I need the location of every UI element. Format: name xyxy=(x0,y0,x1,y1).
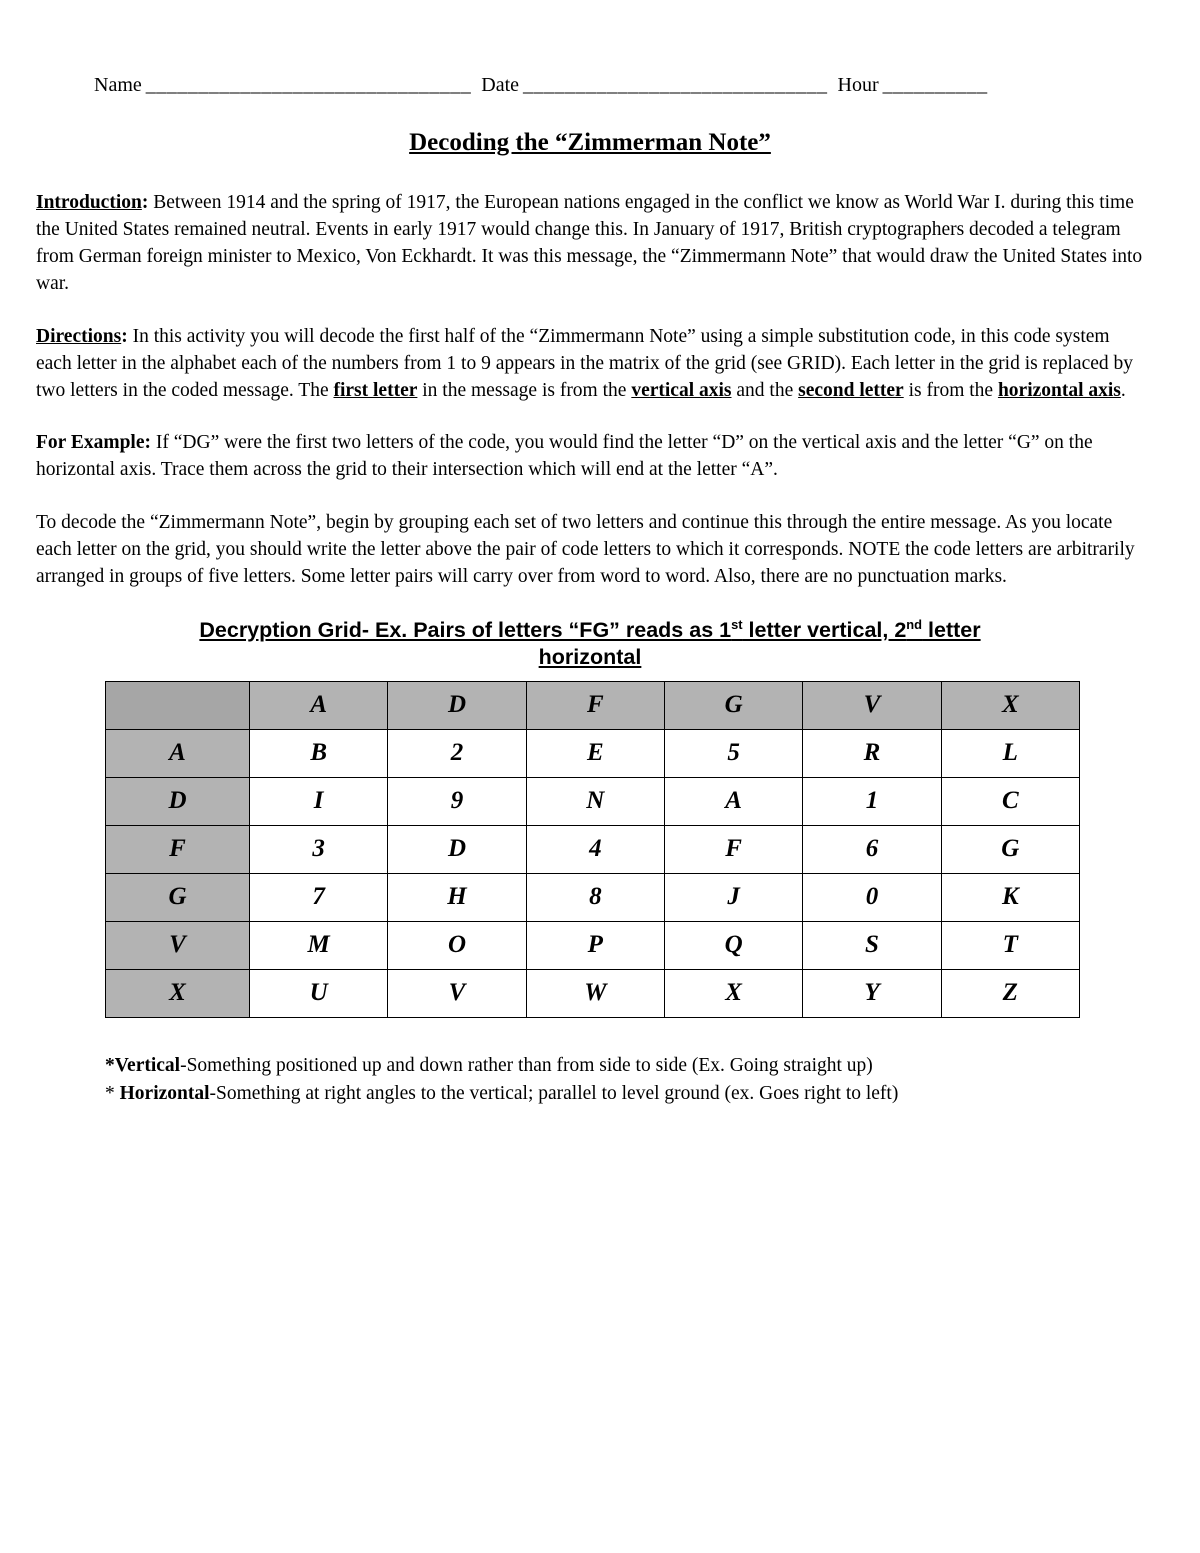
introduction-paragraph: Introduction: Between 1914 and the spring of 1917, the European nations engaged in the conflict we know as World War I. during this time the United States remained neutral. Events in early 1917 would change this. In January of 1917, British cryptographers decoded a telegram from German foreign minister to Mexico, Von Eckhardt. It was this message, the “Zimmermann Note” that would draw the United States into war. xyxy=(36,192,1143,294)
grid-cell: V xyxy=(388,969,526,1017)
grid-row xyxy=(106,921,1080,969)
grid-cell: M xyxy=(250,921,388,969)
name-date-hour-line xyxy=(94,72,1144,100)
definitions-footnotes xyxy=(105,1052,1144,1109)
grid-cell: Q xyxy=(664,921,802,969)
grid-cell: 4 xyxy=(526,825,664,873)
decryption-grid-heading xyxy=(36,617,1144,671)
grid-row-header: X xyxy=(106,969,250,1017)
hour-label: Hour xyxy=(837,74,879,96)
page-title-text: Decoding the “Zimmerman Note” xyxy=(409,128,771,156)
grid-col-header: D xyxy=(388,681,526,729)
grid-cell: W xyxy=(526,969,664,1017)
horizontal-definition-label: Horizontal xyxy=(119,1082,210,1104)
horizontal-definition: * Horizontal-Something at right angles to the vertical; parallel to level ground (ex. Goes right to left) xyxy=(105,1082,899,1104)
grid-cell: Z xyxy=(941,969,1079,1017)
first-letter-emphasis: first letter xyxy=(333,379,418,401)
grid-cell: G xyxy=(941,825,1079,873)
grid-cell: 7 xyxy=(250,873,388,921)
grid-cell: X xyxy=(664,969,802,1017)
ordinal-nd: nd xyxy=(906,616,923,632)
grid-cell: 5 xyxy=(664,729,802,777)
grid-cell: 6 xyxy=(803,825,941,873)
date-label: Date xyxy=(481,74,520,96)
date-blank-line: _____________________________ xyxy=(523,74,828,96)
vertical-definition-label: *Vertical xyxy=(105,1054,181,1076)
grid-row xyxy=(106,873,1080,921)
grid-cell: 9 xyxy=(388,777,526,825)
second-letter-emphasis: second letter xyxy=(798,379,904,401)
grid-cell: F xyxy=(664,825,802,873)
introduction-label: Introduction xyxy=(36,192,142,214)
directions-label: Directions xyxy=(36,325,122,347)
grid-row xyxy=(106,777,1080,825)
grid-col-header: X xyxy=(941,681,1079,729)
grid-cell: R xyxy=(803,729,941,777)
grid-col-header: A xyxy=(250,681,388,729)
decryption-grid-table xyxy=(105,681,1080,1018)
grid-cell: L xyxy=(941,729,1079,777)
grid-cell: I xyxy=(250,777,388,825)
grid-cell: T xyxy=(941,921,1079,969)
grid-cell: K xyxy=(941,873,1079,921)
grid-row xyxy=(106,825,1080,873)
decode-instructions-paragraph: To decode the “Zimmermann Note”, begin by grouping each set of two letters and continue this through the entire message. As you locate each letter on the grid, you should write the letter above the pair of code letters to which it corresponds. NOTE the code letters are arbitrarily arranged in groups of five letters. Some letter pairs will carry over from word to word. Also, there are no punctuation marks. xyxy=(36,512,1135,588)
grid-cell: H xyxy=(388,873,526,921)
grid-cell: O xyxy=(388,921,526,969)
grid-row-header: G xyxy=(106,873,250,921)
grid-cell: C xyxy=(941,777,1079,825)
grid-col-header: V xyxy=(803,681,941,729)
grid-row-header: V xyxy=(106,921,250,969)
grid-row-header: D xyxy=(106,777,250,825)
ordinal-st: st xyxy=(731,616,743,632)
grid-cell: 1 xyxy=(803,777,941,825)
grid-cell: D xyxy=(388,825,526,873)
grid-col-header: G xyxy=(664,681,802,729)
hour-blank-line: __________ xyxy=(882,74,988,96)
grid-cell: 0 xyxy=(803,873,941,921)
directions-paragraph: Directions: In this activity you will decode the first half of the “Zimmermann Note” using a simple substitution code, in this code system each letter in the alphabet each of the numbers from 1 to 9 appears in the matrix of the grid (see GRID). Each letter in the grid is replaced by two letters in the coded message. The first letter in the message is from the vertical axis and the second letter is from the horizontal axis. xyxy=(36,325,1134,401)
grid-row-header: A xyxy=(106,729,250,777)
grid-row xyxy=(106,729,1080,777)
decryption-grid-heading-text: Decryption Grid- Ex. Pairs of letters “FG” reads as 1st letter vertical, 2nd letter horizontal xyxy=(199,616,981,669)
grid-cell: B xyxy=(250,729,388,777)
grid-cell: Y xyxy=(803,969,941,1017)
grid-cell: 3 xyxy=(250,825,388,873)
introduction-text: Between 1914 and the spring of 1917, the European nations engaged in the conflict we know as World War I. during this time the United States remained neutral. Events in early 1917 would change this. In January of 1917, British cryptographers decoded a telegram from German foreign minister to Mexico, Von Eckhardt. It was this message, the “Zimmermann Note” that would draw the United States into war. xyxy=(36,192,1143,294)
grid-cell: 8 xyxy=(526,873,664,921)
example-text: If “DG” were the first two letters of the code, you would find the letter “D” on the vertical axis and the letter “G” on the horizontal axis. Trace them across the grid to their intersection which will end at the letter “A”. xyxy=(36,432,1093,481)
grid-cell: E xyxy=(526,729,664,777)
grid-col-header: F xyxy=(526,681,664,729)
grid-cell: S xyxy=(803,921,941,969)
grid-cell: P xyxy=(526,921,664,969)
grid-cell: A xyxy=(664,777,802,825)
grid-row-header: F xyxy=(106,825,250,873)
example-paragraph: For Example: If “DG” were the first two letters of the code, you would find the letter “D” on the vertical axis and the letter “G” on the horizontal axis. Trace them across the grid to their intersection which will end at the letter “A”. xyxy=(36,432,1093,481)
grid-header-row xyxy=(106,681,1080,729)
grid-cell: U xyxy=(250,969,388,1017)
horizontal-axis-emphasis: horizontal axis xyxy=(997,379,1121,401)
heading-line2: horizontal xyxy=(538,644,642,669)
grid-row xyxy=(106,969,1080,1017)
vertical-definition: *Vertical-Something positioned up and down rather than from side to side (Ex. Going straight up) xyxy=(105,1054,873,1076)
page-title xyxy=(36,126,1144,161)
grid-cell: N xyxy=(526,777,664,825)
vertical-axis-emphasis: vertical axis xyxy=(631,379,732,401)
grid-cell: J xyxy=(664,873,802,921)
name-label: Name xyxy=(94,74,142,96)
grid-corner-cell xyxy=(106,681,250,729)
grid-cell: 2 xyxy=(388,729,526,777)
name-blank-line: _______________________________ xyxy=(145,74,472,96)
example-label: For Example xyxy=(36,432,145,454)
